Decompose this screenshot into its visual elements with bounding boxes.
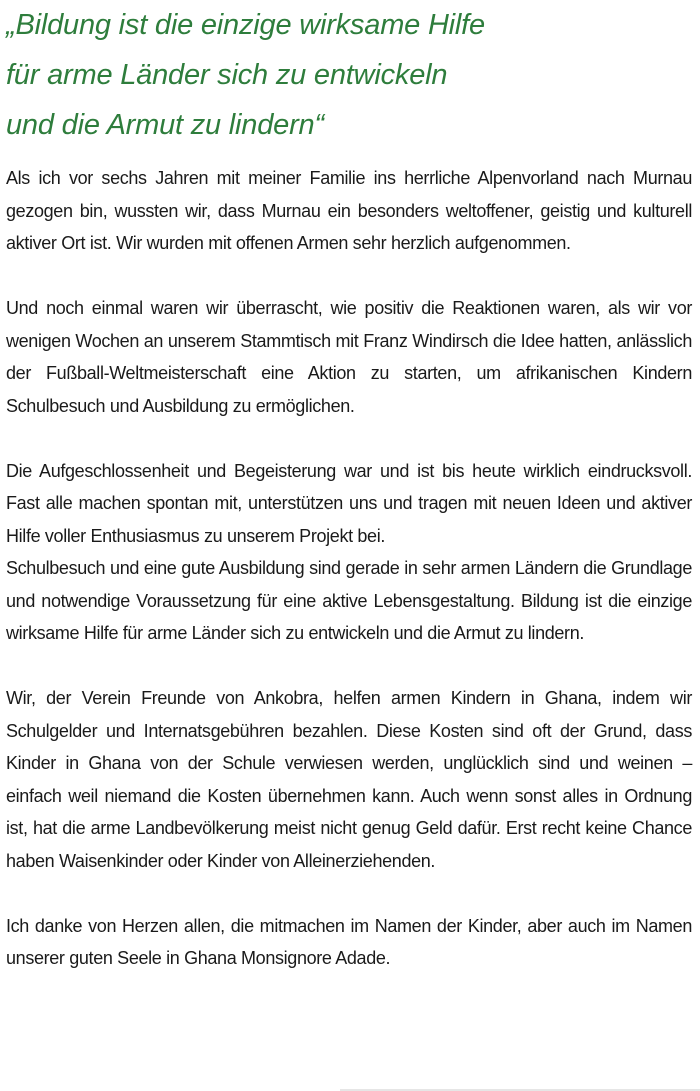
paragraph-education: Schulbesuch und eine gute Ausbildung sind gerade in sehr armen Ländern die Grundlage und notwendige Voraussetzung für eine aktive Lebensgestaltung. Bildung ist die einzige wirksame Hilfe für arme Länder sich zu entwickeln und die Armut zu lindern. — [6, 558, 692, 643]
paragraph-intro: Als ich vor sechs Jahren mit meiner Familie ins herrliche Alpenvorland nach Murnau gezogen bin, wussten wir, dass Murnau ein besonders weltoffener, geistig und kulturell aktiver Ort ist. Wir wurden mit offenen Armen sehr herzlich aufgenommen. — [6, 168, 692, 253]
paragraph-enthusiasm: Die Aufgeschlossenheit und Begeisterung war und ist bis heute wirklich eindrucksvoll. Fast alle machen spontan mit, unterstützen uns und tragen mit neuen Ideen und aktiver Hilfe voller Enthusiasmus zu unserem Projekt bei. — [6, 460, 692, 546]
quote-headline — [6, 0, 692, 150]
article-body — [6, 162, 692, 975]
paragraph-ankobra: Wir, der Verein Freunde von Ankobra, helfen armen Kindern in Ghana, indem wir Schulgelder und Internatsgebühren bezahlen. Diese Kosten sind oft der Grund, dass Kinder in Ghana von der Schule verwiesen werden, unglücklich sind und weinen – einfach weil niemand die Kosten übernehmen kann. Auch wenn sonst alles in Ordnung ist, hat die arme Landbevölkerung meist nicht genug Geld dafür. Erst recht keine Chance haben Waisenkinder oder Kinder von Alleinerziehenden. — [6, 688, 692, 871]
document-page — [6, 0, 692, 975]
quote-headline-line: für arme Länder sich zu entwickeln — [6, 59, 448, 91]
paragraph-thanks: Ich danke von Herzen allen, die mitmachen im Namen der Kinder, aber auch im Namen unserer guten Seele in Ghana Monsignore Adade. — [6, 915, 692, 968]
quote-headline-line: „Bildung ist die einzige wirksame Hilfe — [6, 9, 485, 41]
quote-headline-line: und die Armut zu lindern“ — [6, 109, 324, 141]
paragraph-stammtisch: Und noch einmal waren wir überrascht, wie positiv die Reaktionen waren, als wir vor wenigen Wochen an unserem Stammtisch mit Franz Windirsch die Idee hatten, anlässlich der Fußball-Weltmeisterschaft eine Aktion zu starten, um afrikanischen Kindern Schulbesuch und Ausbildung zu ermöglichen. — [6, 298, 692, 416]
